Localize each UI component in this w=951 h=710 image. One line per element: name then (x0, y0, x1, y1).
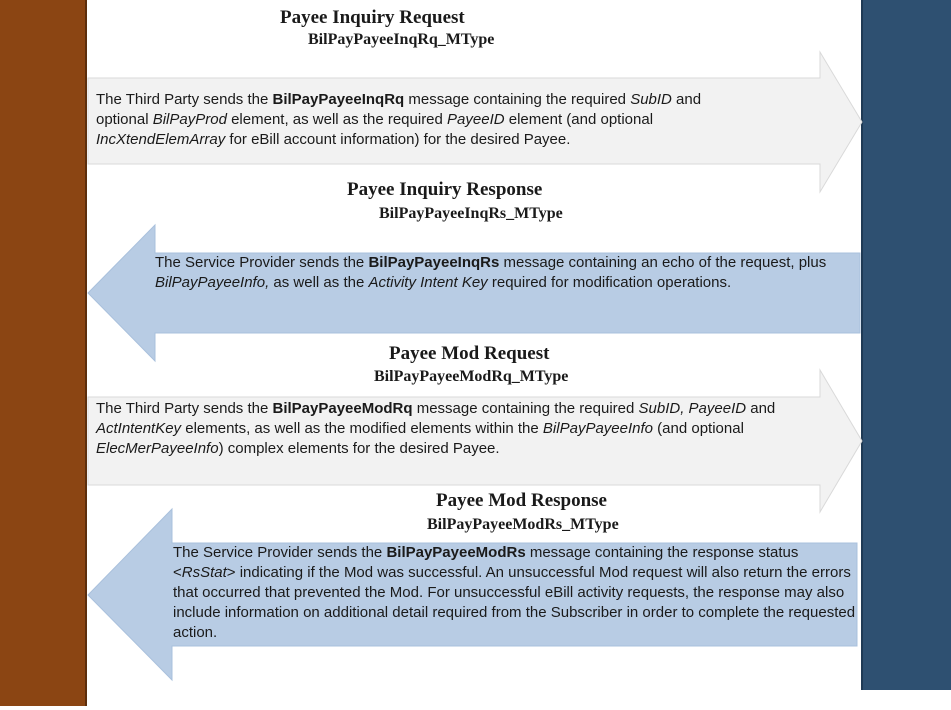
description-text-run: Activity Intent Key (368, 274, 488, 291)
description-text-run: BilPayPayeeInfo, (155, 274, 270, 291)
step-message-type: BilPayPayeeModRq_MType (374, 368, 569, 385)
step-title-block (280, 7, 494, 49)
step-message-type: BilPayPayeeModRs_MType (427, 516, 619, 533)
description-text-run: ActIntentKey (96, 420, 182, 437)
step-title-block (347, 179, 563, 223)
step-description (96, 90, 721, 150)
step-message-type: BilPayPayeeInqRq_MType (308, 31, 495, 48)
description-text-run: SubID, PayeeID (638, 400, 747, 417)
description-text-run: message containing the required (404, 91, 631, 108)
description-text-run: message containing the response status < (173, 544, 799, 581)
description-text-run: required for modification operations. (487, 274, 732, 291)
description-text-run: element, as well as the required (226, 111, 448, 128)
description-text-run: RsStat (181, 564, 227, 581)
description-text-run: elements, as well as the modified elements within the (181, 420, 543, 437)
step-message-type: BilPayPayeeInqRs_MType (379, 205, 563, 222)
step-description (155, 253, 845, 293)
description-text-run: BilPayPayeeInfo (542, 420, 653, 437)
description-text-run: PayeeID (447, 111, 505, 128)
description-text-run: > indicating if the Mod was successful. An unsuccessful Mod request will also return the errors that occurred that prevented the Mod. For unsuccessful eBill activity requests, the response may also include information on additional detail required from the Subscriber in order to complete the requested action. (173, 564, 856, 641)
description-text-run: (and optional (653, 420, 744, 437)
description-text-run: message containing an echo of the request, plus (499, 254, 827, 271)
description-text-run: message containing the required (412, 400, 639, 417)
description-text-run: ElecMerPayeeInfo (96, 440, 219, 457)
step-title-block (374, 343, 569, 386)
description-text-run: IncXtendElemArray (96, 131, 226, 148)
description-text-run: and (746, 400, 776, 417)
step-description (96, 399, 786, 459)
description-text-run: BilPayPayeeModRq (272, 400, 413, 417)
description-text-run: The Third Party sends the (96, 91, 273, 108)
description-text-run: SubID (630, 91, 672, 108)
description-text-run: for eBill account information) for the desired Payee. (225, 131, 571, 148)
description-text-run: ) complex elements for the desired Payee. (218, 440, 500, 457)
description-text-run: The Service Provider sends the (155, 254, 369, 271)
description-text-run: BilPayPayeeModRs (386, 544, 526, 561)
description-text-run: as well as the (269, 274, 369, 291)
step-title: Payee Mod Response (436, 490, 607, 511)
step-title: Payee Inquiry Request (280, 7, 465, 28)
description-text-run: element (and optional (504, 111, 654, 128)
description-text-run: The Third Party sends the (96, 400, 273, 417)
response-arrow-1 (88, 225, 860, 361)
description-text-run: BilPayPayeeInqRq (272, 91, 405, 108)
description-text-run: BilPayProd (152, 111, 227, 128)
step-title: Payee Inquiry Response (347, 179, 543, 200)
step-title: Payee Mod Request (389, 343, 550, 364)
description-text-run: BilPayPayeeInqRs (368, 254, 500, 271)
description-text-run: and optional (96, 91, 702, 128)
step-description (173, 543, 858, 643)
step-title-block (427, 490, 619, 534)
description-text-run: The Service Provider sends the (173, 544, 387, 561)
